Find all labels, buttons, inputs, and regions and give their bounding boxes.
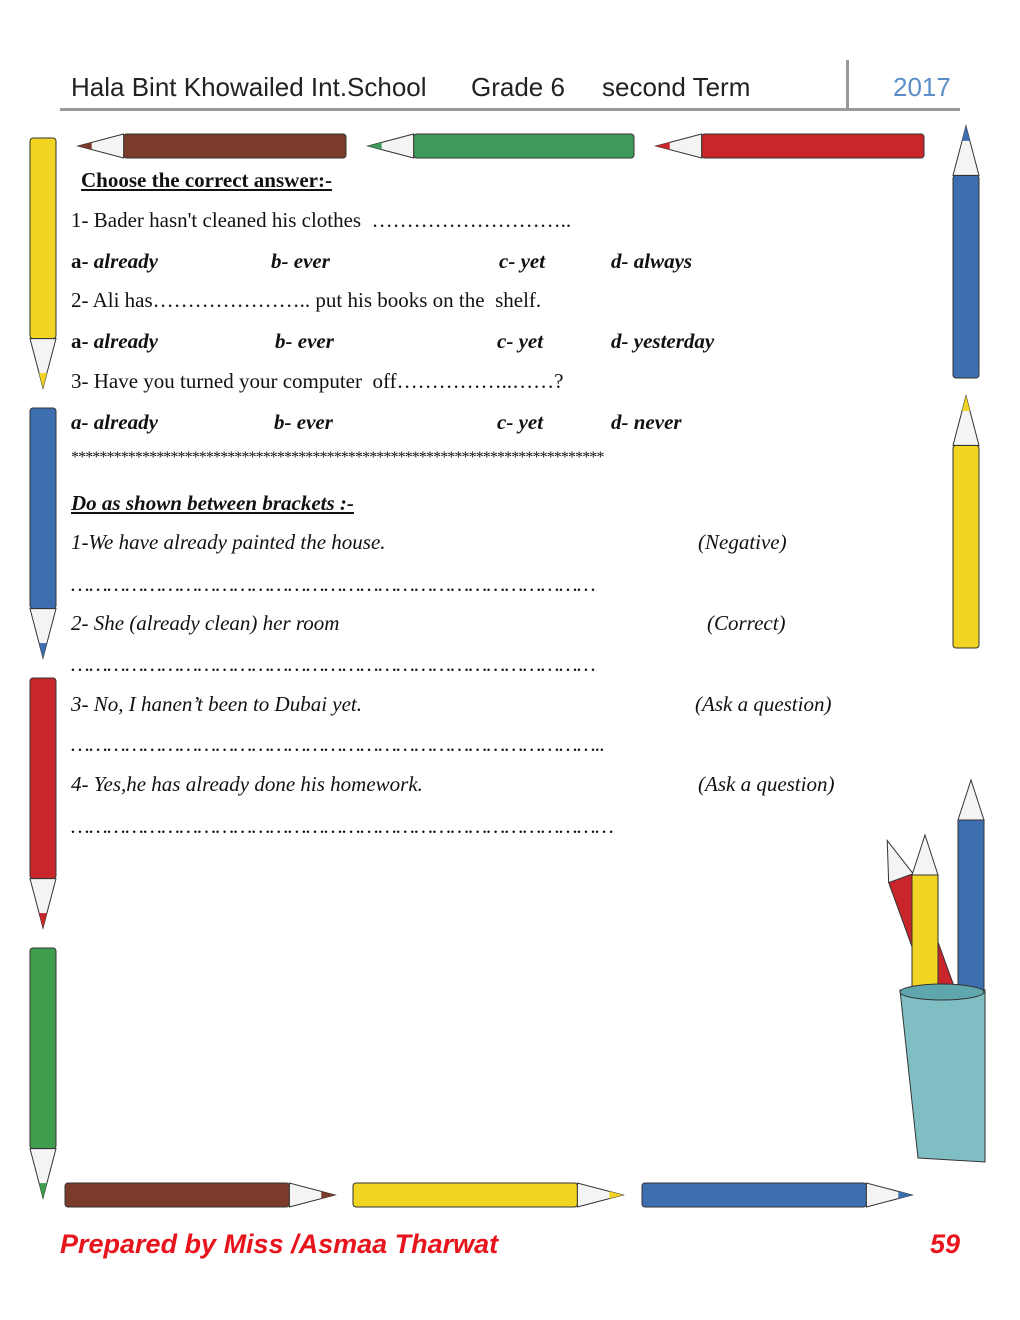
item-3-text: 3- No, I hanen’t been to Dubai yet. [71, 692, 363, 716]
item-2-instruction: (Correct) [707, 611, 786, 635]
answer-line[interactable]: ……………………………………………………………………………… [71, 814, 614, 838]
separator: *************************************************************************** [71, 449, 604, 466]
year: 2017 [893, 72, 951, 102]
pencil-icon [642, 1183, 912, 1207]
pencil-icon [65, 1183, 335, 1207]
author-credit: Prepared by Miss /Asmaa Tharwat [60, 1229, 499, 1259]
answer-line[interactable]: …………………………………………………………………………….. [71, 732, 605, 756]
option-c [497, 412, 543, 433]
pencil-icon [30, 678, 56, 928]
prefix: c- [497, 410, 514, 434]
prefix: a- [71, 329, 89, 353]
option-text: yet [518, 329, 544, 353]
item-1-instruction: (Negative) [698, 530, 787, 554]
pencil-cup-icon [875, 780, 985, 1162]
item-1-text: 1-We have already painted the house. [71, 530, 386, 554]
school-name: Hala Bint Khowailed Int.School [71, 72, 427, 102]
option-text: never [633, 410, 682, 434]
pencil-icon [368, 134, 634, 158]
header-divider [60, 108, 960, 111]
item-3-instruction: (Ask a question) [695, 692, 832, 716]
option-d [611, 251, 692, 272]
option-d [611, 331, 714, 352]
section1-title: Choose the correct answer:- [81, 168, 332, 192]
option-text: yesterday [633, 329, 715, 353]
pencil-icon [953, 126, 979, 378]
option-c [499, 251, 545, 272]
option-a [71, 412, 158, 433]
prefix: a- [71, 410, 89, 434]
answer-line[interactable]: …………………………………………………………………………… [71, 572, 596, 596]
prefix: b- [274, 410, 292, 434]
option-a [71, 331, 158, 352]
question-1: 1- Bader hasn't cleaned his clothes ……………………….. [71, 208, 572, 232]
prefix: b- [275, 329, 293, 353]
item-4-instruction: (Ask a question) [698, 772, 835, 796]
option-d [611, 412, 682, 433]
option-a [71, 251, 158, 272]
pencil-icon [953, 396, 979, 648]
prefix: d- [611, 249, 629, 273]
option-text: already [93, 329, 158, 353]
option-b [274, 412, 333, 433]
pencil-icon [78, 134, 346, 158]
item-4-text: 4- Yes,he has already done his homework. [71, 772, 423, 796]
option-text: always [633, 249, 693, 273]
section2-title: Do as shown between brackets :- [71, 491, 354, 515]
prefix: b- [271, 249, 289, 273]
prefix: d- [611, 410, 629, 434]
option-text: ever [293, 249, 330, 273]
question-3: 3- Have you turned your computer off……………..……? [71, 369, 564, 393]
prefix: d- [611, 329, 629, 353]
option-text: already [93, 410, 158, 434]
pencil-icon [656, 134, 924, 158]
option-text: ever [297, 329, 334, 353]
option-c [497, 331, 543, 352]
answer-line[interactable]: …………………………………………………………………………… [71, 652, 596, 676]
option-b [275, 331, 334, 352]
option-text: ever [296, 410, 333, 434]
option-text: yet [518, 410, 544, 434]
pencil-icon [353, 1183, 623, 1207]
prefix: a- [71, 249, 89, 273]
option-b [271, 251, 330, 272]
pencil-icon [30, 138, 56, 388]
question-2: 2- Ali has………………….. put his books on the shelf. [71, 288, 542, 312]
prefix: c- [499, 249, 516, 273]
option-text: already [93, 249, 158, 273]
grade: Grade 6 [471, 72, 565, 102]
term: second Term [602, 72, 751, 102]
page-number: 59 [930, 1229, 961, 1259]
pencil-icon [30, 948, 56, 1198]
header-vertical-divider [846, 60, 849, 110]
pencil-icon [30, 408, 56, 658]
item-2-text: 2- She (already clean) her room [71, 611, 340, 635]
prefix: c- [497, 329, 514, 353]
option-text: yet [520, 249, 546, 273]
